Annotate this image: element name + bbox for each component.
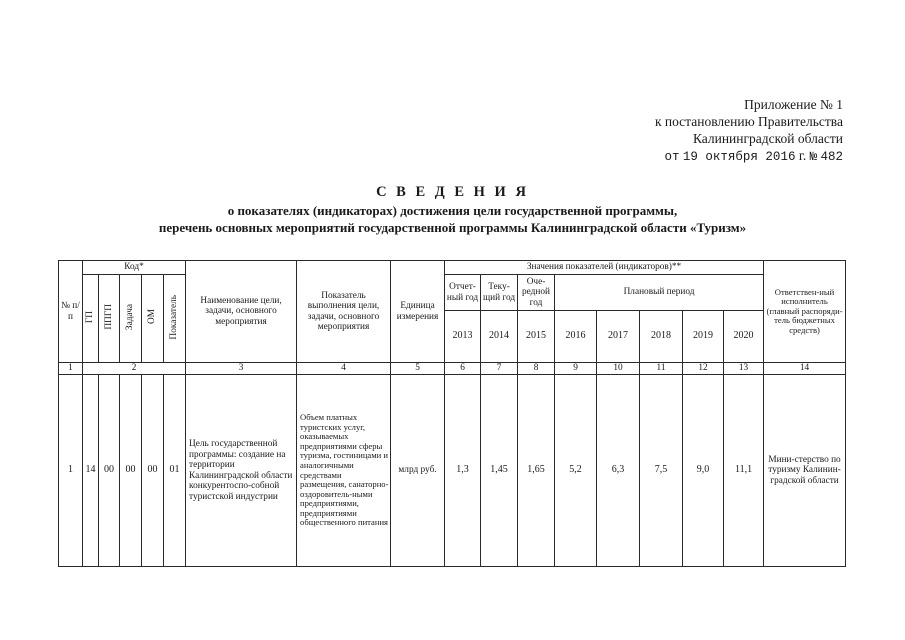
table-row <box>59 375 846 567</box>
code-gp-value: 14 <box>83 375 99 567</box>
code-indicator-value: 01 <box>164 375 186 567</box>
col-number: 12 <box>683 363 724 375</box>
appendix-block <box>655 96 843 166</box>
value-2016: 5,2 <box>555 375 597 567</box>
value-2018: 7,5 <box>640 375 683 567</box>
header-row-1 <box>59 261 846 275</box>
code-om-value: 00 <box>142 375 164 567</box>
year-2019: 2019 <box>683 311 724 363</box>
year-2016: 2016 <box>555 311 597 363</box>
indicators-table <box>58 260 846 567</box>
col-number: 2 <box>83 363 186 375</box>
goal-name: Цель государственной программы: создание на территории Калининградской области конкурентоспо-собной туристской индустрии <box>186 375 297 567</box>
code-ppgp-value: 00 <box>99 375 120 567</box>
number-sign: № <box>809 150 818 164</box>
reported-year-label: Отчет-ный год <box>445 275 481 311</box>
next-year-label: Оче-редной год <box>518 275 555 311</box>
unit-value: млрд руб. <box>391 375 445 567</box>
col-number: 10 <box>597 363 640 375</box>
indicator-header: Показатель выполнения цели, задачи, основного мероприятия <box>297 261 391 363</box>
current-year-label: Теку-щий год <box>481 275 518 311</box>
heading-line-2: о показателях (индикаторах) достижения цели государственной программы, <box>227 203 678 218</box>
appendix-line-2: к постановлению Правительства <box>654 114 843 129</box>
code-col-om: ОМ <box>142 275 164 363</box>
unit-header: Единица измерения <box>391 261 445 363</box>
code-task-value: 00 <box>120 375 142 567</box>
col-number: 3 <box>186 363 297 375</box>
value-2017: 6,3 <box>597 375 640 567</box>
code-col-ppgp: ППГП <box>99 275 120 363</box>
code-col-gp: ГП <box>83 275 99 363</box>
value-2019: 9,0 <box>683 375 724 567</box>
year-2018: 2018 <box>640 311 683 363</box>
code-col-task: Задача <box>120 275 142 363</box>
executor-header: Ответствен-ный исполнитель (главный распоряди-тель бюджетных средств) <box>764 261 846 363</box>
document-title: С В Е Д Е Н И Я <box>376 184 529 200</box>
col-number: 6 <box>445 363 481 375</box>
col-number: 11 <box>640 363 683 375</box>
value-2020: 11,1 <box>724 375 764 567</box>
year-suffix: г. <box>798 148 807 163</box>
year-2014: 2014 <box>481 311 518 363</box>
executor-value: Мини-стерство по туризму Калинин-градской области <box>764 375 846 567</box>
col-num-header: № п/п <box>59 261 83 363</box>
col-number: 13 <box>724 363 764 375</box>
col-number: 8 <box>518 363 555 375</box>
header-row-2 <box>59 275 846 311</box>
code-header: Код* <box>83 261 186 275</box>
decree-number: 482 <box>820 150 843 164</box>
col-number: 4 <box>297 363 391 375</box>
year-2017: 2017 <box>597 311 640 363</box>
year-2020: 2020 <box>724 311 764 363</box>
row-num: 1 <box>59 375 83 567</box>
value-2014: 1,45 <box>481 375 518 567</box>
code-col-indicator: Показатель <box>164 275 186 363</box>
appendix-line-1: Приложение № 1 <box>744 97 843 112</box>
values-header: Значения показателей (индикаторов)** <box>445 261 764 275</box>
heading-line-3: перечень основных мероприятий государственной программы Калининградской области «Туризм» <box>158 220 747 235</box>
decree-date: 19 октября 2016 <box>682 150 796 164</box>
document-heading <box>0 183 905 236</box>
appendix-date-line <box>655 147 843 166</box>
col-number: 7 <box>481 363 518 375</box>
planned-period-label: Плановый период <box>555 275 764 311</box>
appendix-line-3: Калининградской области <box>692 131 843 146</box>
name-header: Наименование цели, задачи, основного мероприятия <box>186 261 297 363</box>
year-2013: 2013 <box>445 311 481 363</box>
col-number: 9 <box>555 363 597 375</box>
value-2013: 1,3 <box>445 375 481 567</box>
col-number: 5 <box>391 363 445 375</box>
column-numbers-row <box>59 363 846 375</box>
indicator-description: Объем платных туристских услуг, оказываемых предприятиями сферы туризма, гостиницами и аналогичными средствами размещения, санаторно-оздоровитель-ными предприятиями, предприятиями общественного питания <box>297 375 391 567</box>
value-2015: 1,65 <box>518 375 555 567</box>
date-prefix: от <box>664 150 680 164</box>
col-number: 1 <box>59 363 83 375</box>
col-number: 14 <box>764 363 846 375</box>
year-2015: 2015 <box>518 311 555 363</box>
